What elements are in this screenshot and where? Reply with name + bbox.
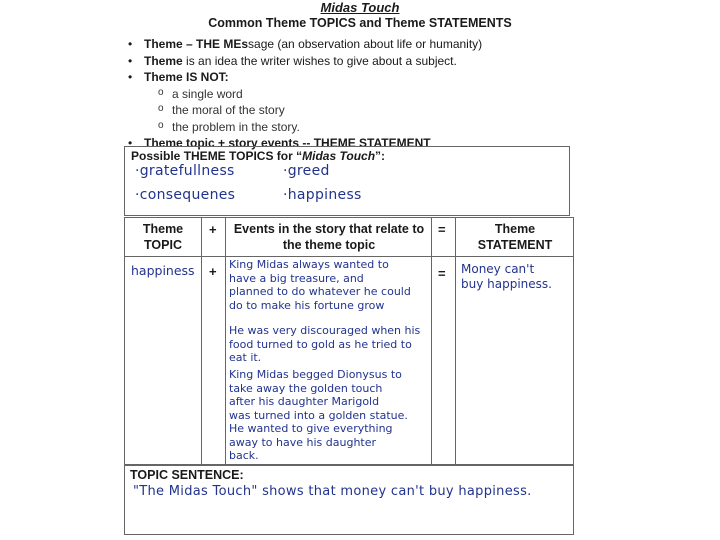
statement-line: buy happiness. [461,277,552,291]
topic-item: ·happiness [283,187,362,203]
sub-item-moral: o the moral of the story [128,102,568,119]
event-line: back. [229,449,259,462]
event-block-1 [229,258,411,312]
sub-item-single-word: o a single word [128,86,568,103]
theme-definition-list [128,36,568,152]
statement-line: Money can't [461,262,535,276]
event-line: eat it. [229,351,262,364]
header-theme-topic [125,221,201,253]
document-title: Midas Touch [320,0,400,15]
sub-item-problem: o the problem in the story. [128,119,568,136]
topic-item: ·consequenes [135,187,236,203]
event-block-3 [229,368,408,463]
bullet-theme-message-label: Theme – THE MEs [144,37,249,51]
table-divider [455,218,456,464]
possible-topics-label-suffix: ”: [375,149,386,163]
bullet-theme-message-text: sage (an observation about life or humanity) [248,37,483,51]
bullet-theme-formula-label: Theme topic + story events -- THEME STATEMENT [144,136,431,150]
table-divider [431,218,432,464]
possible-topics-label-title: Midas Touch [302,149,376,163]
row-theme-statement [461,262,552,292]
topic-item: ·greed [283,163,330,179]
bullet-theme-message [128,36,568,53]
possible-topics-label-prefix: Possible THEME TOPICS for “ [131,149,303,163]
topic-sentence-box [124,465,574,535]
header-theme-statement-line1: Theme [494,222,536,236]
event-line: was turned into a golden statue. [229,408,408,422]
event-line: food turned to gold as he tried to [229,337,412,351]
row-equals: = [438,266,446,281]
possible-topics-label [131,149,385,163]
bullet-theme-idea [128,53,568,70]
table-header-divider [125,256,573,257]
event-line: have a big treasure, and [229,271,364,285]
event-line: He was very discouraged when his [229,324,421,337]
event-line: planned to do whatever he could [229,285,411,298]
row-theme-topic: happiness [131,263,195,278]
header-theme-statement [457,221,573,253]
event-line: King Midas always wanted to [229,258,389,271]
row-plus: + [209,264,217,279]
topic-sentence-text: "The Midas Touch" shows that money can't buy happiness. [133,484,532,499]
document-subtitle: Common Theme TOPICS and Theme STATEMENTS [208,16,512,30]
bullet-theme-idea-text: is an idea the writer wishes to give about a subject. [182,53,457,68]
header-equals: = [438,222,446,237]
event-line: King Midas begged Dionysus to [229,368,402,381]
header-theme-topic-line1: Theme [142,222,184,236]
header-theme-statement-line2: STATEMENT [477,238,553,252]
table-divider [225,218,226,464]
possible-topics-box [124,146,570,216]
header-events-line1: Events in the story that relate to [233,222,425,236]
event-line: take away the golden touch [229,381,383,395]
topic-item: ·gratefullness [135,163,235,179]
event-block-2 [229,324,420,365]
bullet-theme-is-not-label: Theme IS NOT: [144,70,229,84]
event-line: away to have his daughter [229,435,377,449]
table-divider [201,218,202,464]
header-events [227,221,431,253]
bullet-theme-is-not [128,69,568,86]
header-events-line2: the theme topic [282,238,376,252]
event-line: after his daughter Marigold [229,395,380,408]
event-line: He wanted to give everything [229,422,393,435]
topic-sentence-label: TOPIC SENTENCE: [130,468,244,482]
header-theme-topic-line2: TOPIC [144,238,182,252]
theme-table [124,217,574,465]
bullet-theme-idea-label: Theme [144,53,183,68]
header-plus: + [209,222,217,237]
event-line: do to make his fortune grow [229,298,385,312]
